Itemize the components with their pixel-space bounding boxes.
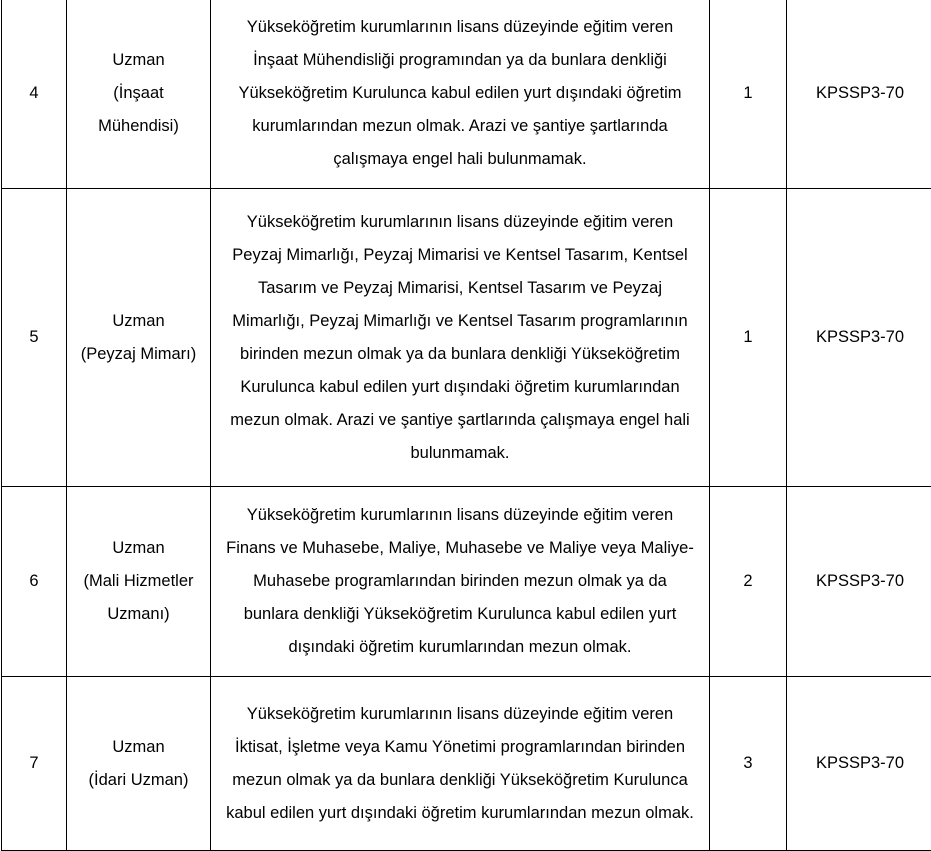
position-count: 1 — [710, 0, 787, 189]
requirement-line: kabul edilen yurt dışındaki öğretim kurumlarından mezun olmak. — [211, 797, 709, 830]
position-title-line: (Mali Hizmetler — [67, 565, 210, 598]
requirement-line: Kurulunca kabul edilen yurt dışındaki öğretim kurumlarından — [211, 371, 709, 404]
requirement-line: çalışmaya engel hali bulunmamak. — [211, 143, 709, 176]
position-title-line: (İdari Uzman) — [67, 764, 210, 797]
table-row — [2, 0, 931, 189]
requirement-line: Tasarım ve Peyzaj Mimarisi, Kentsel Tasarım ve Peyzaj — [211, 272, 709, 305]
position-title-line: (Peyzaj Mimarı) — [67, 338, 210, 371]
requirement-line: Yükseköğretim Kurulunca kabul edilen yurt dışındaki öğretim — [211, 77, 709, 110]
position-title — [67, 677, 211, 851]
requirement-line: birinden mezun olmak ya da bunlara denkliği Yükseköğretim — [211, 338, 709, 371]
position-title-line: Uzman — [67, 731, 210, 764]
requirement-line: Yükseköğretim kurumlarının lisans düzeyinde eğitim veren — [211, 499, 709, 532]
requirement-line: Yükseköğretim kurumlarının lisans düzeyinde eğitim veren — [211, 206, 709, 239]
score-type: KPSSP3-70 — [787, 677, 931, 851]
table-row — [2, 487, 931, 677]
qualification-requirements — [211, 0, 710, 189]
requirement-line: dışındaki öğretim kurumlarından mezun olmak. — [211, 631, 709, 664]
position-title-line: Uzman — [67, 532, 210, 565]
position-title — [67, 487, 211, 677]
requirement-line: mezun olmak. Arazi ve şantiye şartlarında çalışmaya engel hali — [211, 404, 709, 437]
positions-table — [1, 0, 931, 851]
score-type: KPSSP3-70 — [787, 487, 931, 677]
requirement-line: mezun olmak ya da bunlara denkliği Yükseköğretim Kurulunca — [211, 764, 709, 797]
position-title — [67, 0, 211, 189]
requirement-line: kurumlarından mezun olmak. Arazi ve şantiye şartlarında — [211, 110, 709, 143]
row-number: 5 — [2, 189, 67, 487]
position-title-line: Uzman — [67, 44, 210, 77]
requirement-line: Yükseköğretim kurumlarının lisans düzeyinde eğitim veren — [211, 698, 709, 731]
position-title-line: Uzman — [67, 305, 210, 338]
requirement-line: Yükseköğretim kurumlarının lisans düzeyinde eğitim veren — [211, 11, 709, 44]
score-type: KPSSP3-70 — [787, 0, 931, 189]
requirement-line: bulunmamak. — [211, 437, 709, 470]
requirement-line: Muhasebe programlarından birinden mezun olmak ya da — [211, 565, 709, 598]
qualification-requirements — [211, 487, 710, 677]
table-row — [2, 677, 931, 851]
qualification-requirements — [211, 189, 710, 487]
position-title — [67, 189, 211, 487]
position-count: 3 — [710, 677, 787, 851]
score-type: KPSSP3-70 — [787, 189, 931, 487]
requirement-line: İnşaat Mühendisliği programından ya da bunlara denkliği — [211, 44, 709, 77]
qualification-requirements — [211, 677, 710, 851]
requirement-line: Peyzaj Mimarlığı, Peyzaj Mimarisi ve Kentsel Tasarım, Kentsel — [211, 239, 709, 272]
row-number: 6 — [2, 487, 67, 677]
position-title-line: (İnşaat — [67, 77, 210, 110]
position-count: 2 — [710, 487, 787, 677]
position-title-line: Uzmanı) — [67, 598, 210, 631]
requirement-line: bunlara denkliği Yükseköğretim Kurulunca kabul edilen yurt — [211, 598, 709, 631]
position-title-line: Mühendisi) — [67, 110, 210, 143]
positions-table-body — [2, 0, 931, 851]
requirement-line: Finans ve Muhasebe, Maliye, Muhasebe ve Maliye veya Maliye- — [211, 532, 709, 565]
row-number: 7 — [2, 677, 67, 851]
position-count: 1 — [710, 189, 787, 487]
requirement-line: İktisat, İşletme veya Kamu Yönetimi programlarından birinden — [211, 731, 709, 764]
requirement-line: Mimarlığı, Peyzaj Mimarlığı ve Kentsel Tasarım programlarının — [211, 305, 709, 338]
row-number: 4 — [2, 0, 67, 189]
table-row — [2, 189, 931, 487]
